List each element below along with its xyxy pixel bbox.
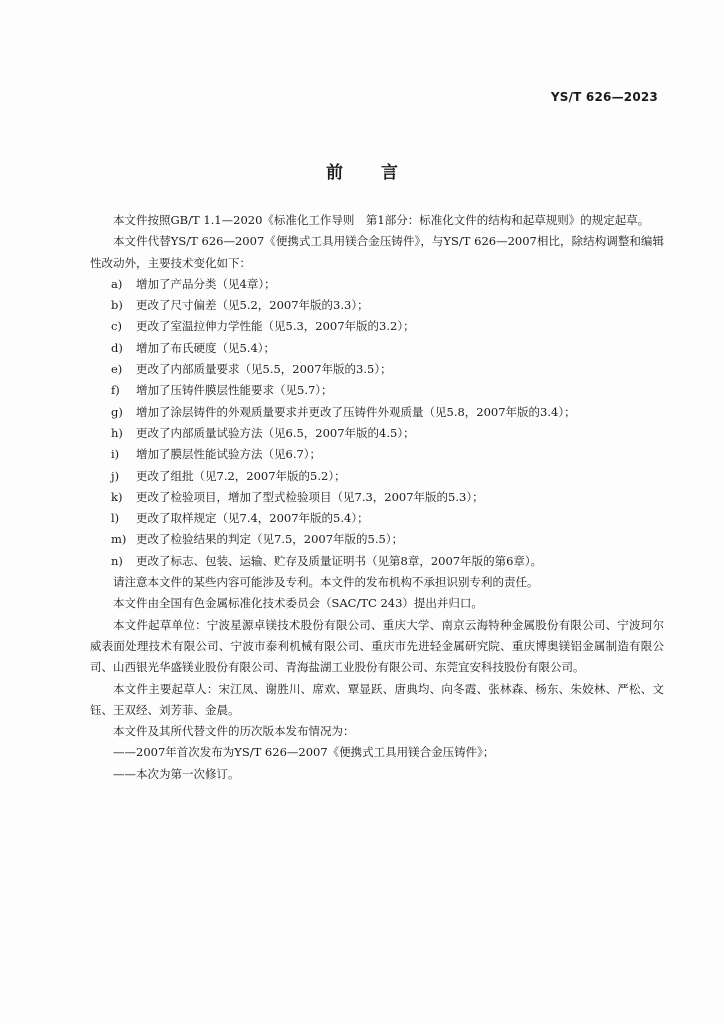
list-item [90,359,664,380]
list-item [90,316,664,337]
list-marker: j) [111,468,120,483]
list-text: 增加了布氏硬度（见5.4）； [136,340,276,355]
list-text: 更改了取样规定（见7.4，2007年版的5.4）； [136,511,369,526]
changes-list [90,274,664,572]
standard-code: YS/T 626—2023 [550,90,658,104]
intro-paragraph: 本文件按照GB/T 1.1—2020《标准化工作导则 第1部分：标准化文件的结构和起草规则》的规定起草。 [113,213,650,227]
list-marker: c) [111,319,122,334]
document-body [90,210,664,785]
list-text: 更改了内部质量要求（见5.5，2007年版的3.5）； [136,362,392,377]
history-item: ——本次为第一次修订。 [113,766,240,781]
list-marker: h) [111,425,123,440]
list-item [90,423,664,444]
list-text: 增加了产品分类（见4章）； [136,276,276,291]
proposer-paragraph: 本文件由全国有色金属标准化技术委员会（SAC/TC 243）提出并归口。 [113,596,483,611]
list-item [90,508,664,529]
list-marker: l) [111,511,120,526]
list-item [90,338,664,359]
list-marker: a) [111,276,123,291]
list-text: 更改了标志、包装、运输、贮存及质量证明书（见第8章，2007年版的第6章）。 [136,553,543,568]
drafting-units-paragraph: 本文件起草单位：宁波星源卓镁技术股份有限公司、重庆大学、南京云海特种金属股份有限公司、宁波珂尔威表面处理技术有限公司、宁波市泰利机械有限公司、重庆市先进轻金属研究院、重庆博奥镁铝金属制造有限公司、山西银光华盛镁业股份有限公司、青海盐湖工业股份有限公司、东莞宜安科技股份有限公司。 [90,617,664,675]
list-text: 增加了膜层性能试验方法（见6.7）； [136,447,322,462]
drafters-paragraph: 本文件主要起草人：宋江凤、谢胜川、席欢、覃显跃、唐典均、向冬霞、张林森、杨东、朱姣林、严松、文钰、王双经、刘芳菲、金晨。 [90,681,664,717]
list-marker: n) [111,553,123,568]
history-item: ——2007年首次发布为YS/T 626—2007《便携式工具用镁合金压铸件》； [113,745,495,760]
list-item [90,380,664,401]
list-item [90,551,664,572]
list-item [90,295,664,316]
list-marker: g) [111,404,123,419]
list-marker: m) [111,532,127,547]
list-text: 增加了涂层铸件的外观质量要求并更改了压铸件外观质量（见5.8，2007年版的3.4）； [136,404,576,419]
list-text: 更改了组批（见7.2，2007年版的5.2）； [136,468,346,483]
list-marker: b) [111,298,123,313]
list-item [90,274,664,295]
list-text: 更改了尺寸偏差（见5.2，2007年版的3.3）； [136,298,369,313]
list-text: 更改了内部质量试验方法（见6.5，2007年版的4.5）； [136,425,415,440]
list-marker: k) [111,489,123,504]
list-item [90,487,664,508]
list-text: 更改了检验结果的判定（见7.5，2007年版的5.5）； [136,532,404,547]
list-item [90,466,664,487]
list-item [90,402,664,423]
list-marker: i) [111,447,120,462]
list-marker: d) [111,340,123,355]
history-intro-paragraph: 本文件及其所代替文件的历次版本发布情况为： [113,724,355,739]
list-item [90,444,664,465]
list-marker: e) [111,362,123,377]
list-marker: f) [111,383,120,398]
list-text: 更改了检验项目，增加了型式检验项目（见7.3，2007年版的5.3）； [136,489,484,504]
list-text: 更改了室温拉伸力学性能（见5.3，2007年版的3.2）； [136,319,415,334]
intro-paragraph: 本文件代替YS/T 626—2007《便携式工具用镁合金压铸件》，与YS/T 626—2007相比，除结构调整和编辑性改动外，主要技术变化如下： [90,234,664,270]
patent-notice: 请注意本文件的某些内容可能涉及专利。本文件的发布机构不承担识别专利的责任。 [113,575,539,590]
list-item [90,529,664,550]
page-title: 前言 [326,163,436,183]
list-text: 增加了压铸件膜层性能要求（见5.7）； [136,383,333,398]
